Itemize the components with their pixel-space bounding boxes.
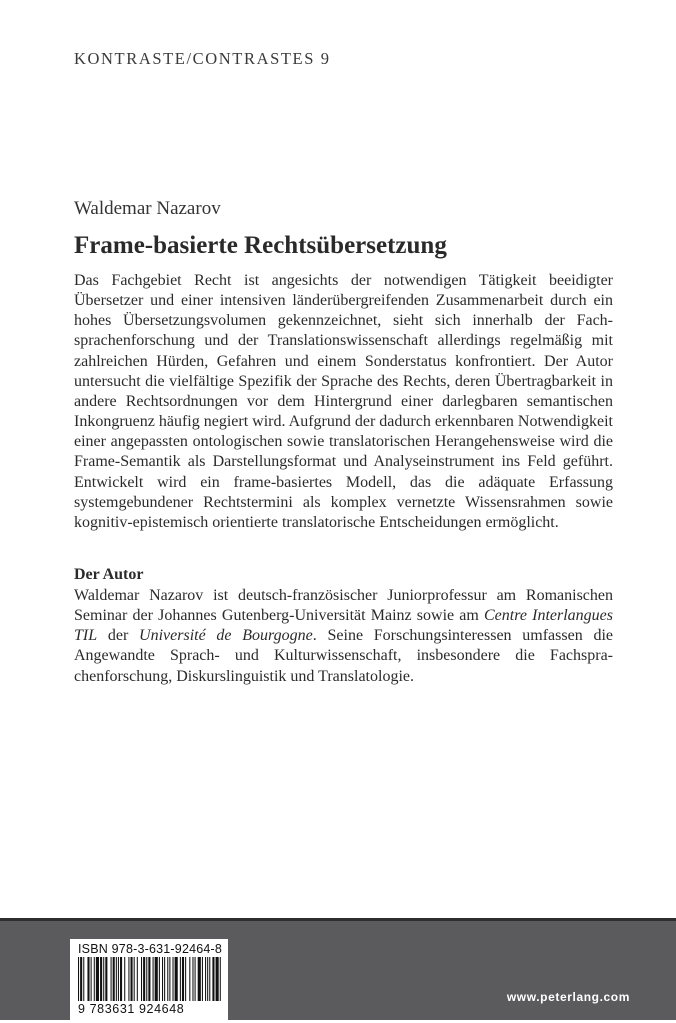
bio-text-part: . Seine Forschungsinteressen umfassen die Angewandte Sprach- und Kulturwissenschaft, insbesondere die Fachsprachenforschung, Diskurslinguistik und Translatologie.	[74, 627, 613, 685]
bio-text-part: der	[97, 627, 140, 645]
ean-digits: 9 783631 924648	[78, 1002, 185, 1016]
bio-text-part: Waldemar Nazarov ist deutsch-französischer Juniorprofessur am Romanischen Seminar der Johannes Gutenberg-Universität Mainz sowie am	[74, 587, 613, 625]
book-title: Frame-basierte Rechtsübersetzung	[74, 232, 447, 259]
barcode-box	[70, 939, 228, 1023]
bio-institution-til: Centre Interlangues TIL	[74, 607, 613, 645]
isbn-label: ISBN 978-3-631-92464-8	[78, 942, 223, 956]
bio-heading: Der Autor	[74, 566, 144, 583]
book-author: Waldemar Nazarov	[74, 198, 221, 219]
abstract-text: Das Fachgebiet Recht ist angesichts der notwendigen Tätigkeit beeidigter Übersetzer und einer intensiven länderübergreifenden Zusammenarbeit durch ein hohes Übersetzungsvolumen gekennzeichnet, sieht sich innerhalb der Fachsprachenforschung und der Translationswissenschaft allerdings regelmäßig mit zahlreichen Hürden, Gefahren und einem Sonderstatus konfrontiert. Der Autor untersucht die vielfältige Spezifik der Sprache des Rechts, deren Übertragbarkeit in andere Rechtsordnungen vor dem Hintergrund einer darlegbaren semantischen Inkongruenz häufig negiert wird. Aufgrund der dadurch erkennbaren Notwendigkeit einer angepassten ontologischen sowie translatorischen Herangehensweise wird die Frame-Semantik als Darstellungsformat und Analyseinstrument ins Feld geführt. Entwickelt wird ein frame-basiertes Modell, das die adäquate Erfassung systemgebundener Rechtstermini als komplex vernetzte Wissensrahmen sowie kognitiv-epistemisch orientierte translatorische Entscheidungen ermöglicht.	[74, 272, 613, 531]
barcode-icon	[78, 957, 221, 1001]
footer-band	[0, 918, 676, 1020]
bio-institution-bourgogne: Université de Bourgogne	[139, 627, 313, 645]
bio-text	[74, 586, 613, 687]
series-title: KONTRASTE/CONTRASTES 9	[74, 49, 331, 68]
publisher-website: www.peterlang.com	[506, 990, 630, 1004]
